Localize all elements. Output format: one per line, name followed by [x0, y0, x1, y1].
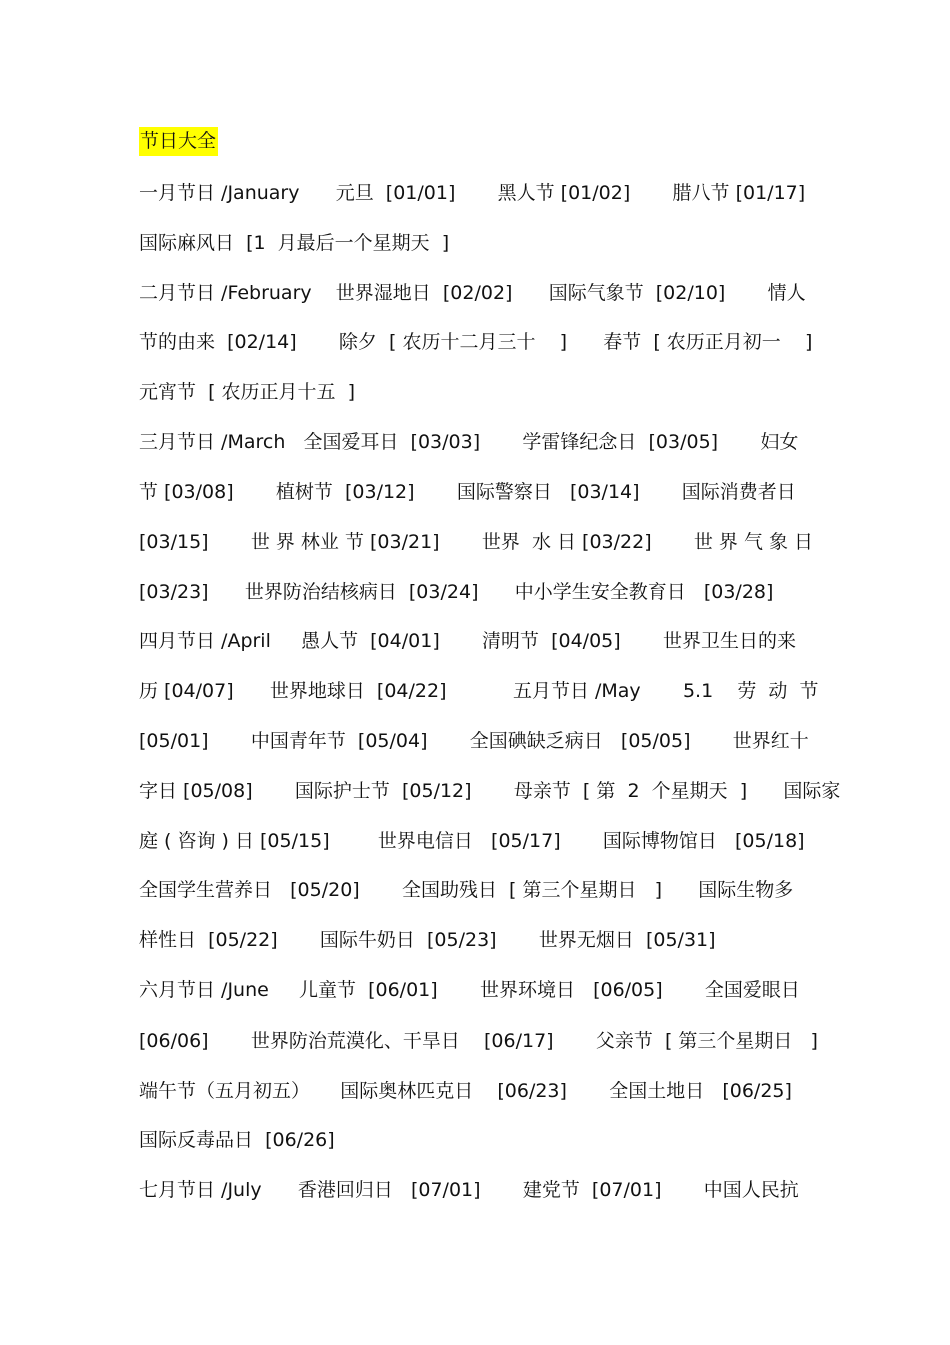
text-line: [03/23] 世界防治结核病日 [03/24] 中小学生安全教育日 [03/28] — [139, 581, 774, 603]
text-line: 庭 ( 咨询 ) 日 [05/15] 世界电信日 [05/17] 国际博物馆日 [05/18] — [139, 830, 805, 852]
document-title: 节日大全 — [139, 127, 218, 156]
text-line: [03/15] 世 界 林业 节 [03/21] 世界 水 日 [03/22] 世 界 气 象 日 — [139, 531, 814, 553]
text-line: [06/06] 世界防治荒漠化、干旱日 [06/17] 父亲节 [ 第三个星期日 ] — [139, 1030, 818, 1052]
text-line: 历 [04/07] 世界地球日 [04/22] 五月节日 /May 5.1 劳 动 节 — [139, 680, 819, 702]
text-line: 节的由来 [02/14] 除夕 [ 农历十二月三十 ] 春节 [ 农历正月初一 ] — [139, 331, 813, 353]
text-line: 端午节（五月初五） 国际奥林匹克日 [06/23] 全国土地日 [06/25] — [139, 1080, 792, 1102]
text-line: 三月节日 /March 全国爱耳日 [03/03] 学雷锋纪念日 [03/05] 妇女 — [139, 431, 799, 453]
text-line: 字日 [05/08] 国际护士节 [05/12] 母亲节 [ 第 2 个星期天 ] 国际家 — [139, 780, 841, 802]
text-line: 四月节日 /April 愚人节 [04/01] 清明节 [04/05] 世界卫生日的来 — [139, 630, 796, 652]
text-line: 七月节日 /July 香港回归日 [07/01] 建党节 [07/01] 中国人民抗 — [139, 1179, 799, 1201]
text-line: 六月节日 /June 儿童节 [06/01] 世界环境日 [06/05] 全国爱眼日 — [139, 979, 800, 1001]
text-line: 国际反毒品日 [06/26] — [139, 1129, 335, 1151]
text-line: 国际麻风日 [1 月最后一个星期天 ] — [139, 232, 450, 254]
text-line: 节 [03/08] 植树节 [03/12] 国际警察日 [03/14] 国际消费者日 — [139, 481, 796, 503]
text-line: [05/01] 中国青年节 [05/04] 全国碘缺乏病日 [05/05] 世界红十 — [139, 730, 809, 752]
text-line: 一月节日 /January 元旦 [01/01] 黑人节 [01/02] 腊八节 [01/17] — [139, 182, 806, 204]
text-line: 样性日 [05/22] 国际牛奶日 [05/23] 世界无烟日 [05/31] — [139, 929, 716, 951]
text-line: 二月节日 /February 世界湿地日 [02/02] 国际气象节 [02/10] 情人 — [139, 282, 806, 304]
text-line: 元宵节 [ 农历正月十五 ] — [139, 381, 356, 403]
text-line: 全国学生营养日 [05/20] 全国助残日 [ 第三个星期日 ] 国际生物多 — [139, 879, 794, 901]
